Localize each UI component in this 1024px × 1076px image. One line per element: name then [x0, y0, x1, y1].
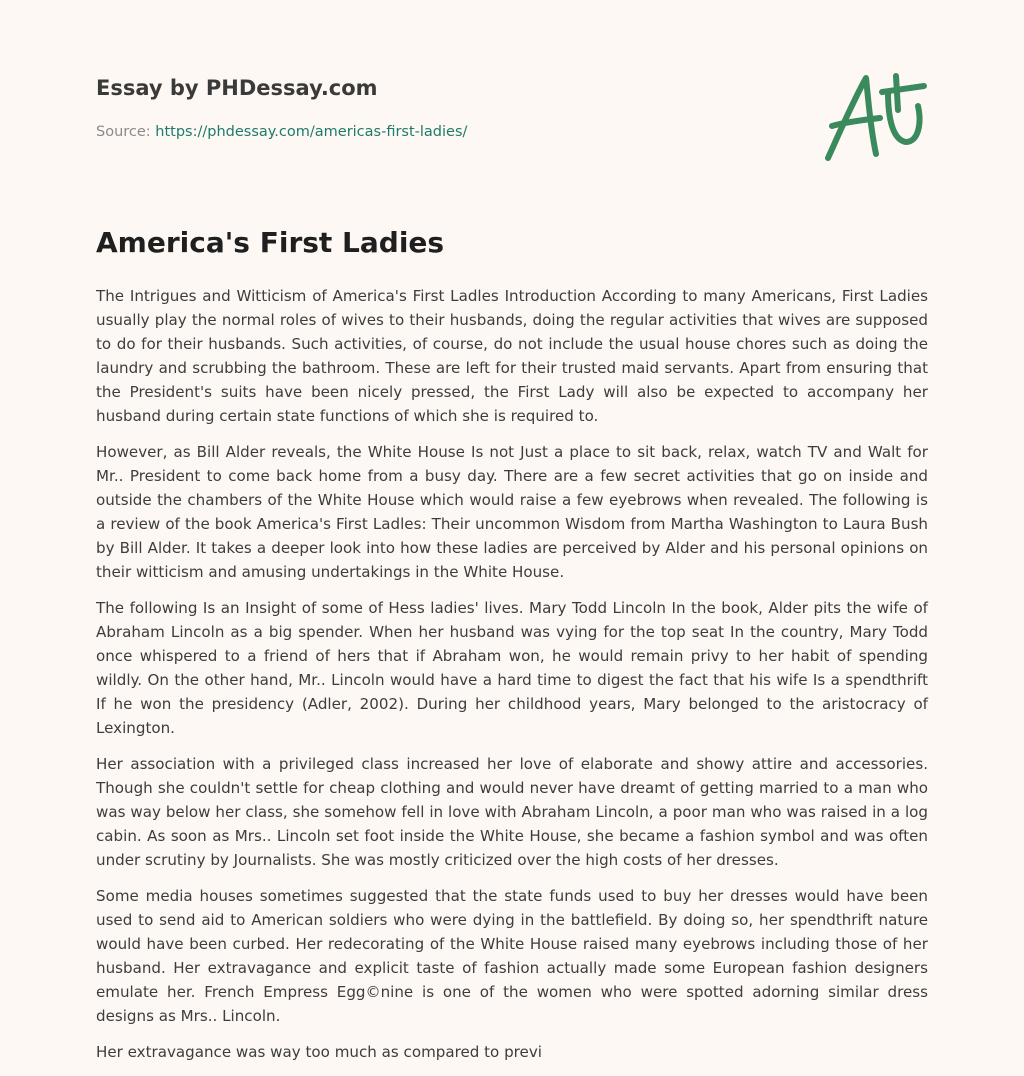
article-body [96, 284, 928, 1076]
article-paragraph: Her association with a privileged class increased her love of elaborate and showy attire and accessories. Though she couldn't settle for cheap clothing and would never have dreamt of getting married to a man who was way below her class, she somehow fell in love with Abraham Lincoln, a poor man who was raised in a log cabin. As soon as Mrs.. Lincoln set foot inside the White House, she became a fashion symbol and was often under scrutiny by Journalists. She was mostly criticized over the high costs of her dresses. [96, 755, 928, 869]
article-title: America's First Ladies [96, 226, 445, 259]
article-paragraph: Some media houses sometimes suggested that the state funds used to buy her dresses would have been used to send aid to American soldiers who were dying in the battlefield. By doing so, her spendthrift nature would have been curbed. Her redecorating of the White House raised many eyebrows including those of her husband. Her extravagance and explicit taste of fashion actually made some European fashion designers emulate her. French Empress Egg©nine is one of the women who were spotted adorning similar dress designs as Mrs.. Lincoln. [96, 887, 928, 1025]
a-plus-grade-icon [818, 66, 930, 166]
source-label: Source: [96, 124, 156, 140]
source-line [96, 124, 467, 140]
article-paragraph: The Intrigues and Witticism of America's First Ladles Introduction According to many Americans, First Ladies usually play the normal roles of wives to their husbands, doing the regular activities that wives are supposed to do for their husbands. Such activities, of course, do not include the usual house chores such as doing the laundry and scrubbing the bathroom. These are left for their trusted maid servants. Apart from ensuring that the President's suits have been nicely pressed, the First Lady will also be expected to accompany her husband during certain state functions of which she is required to. [96, 287, 928, 425]
source-link[interactable]: https://phdessay.com/americas-first-ladies/ [155, 124, 468, 140]
article-paragraph: The following Is an Insight of some of Hess ladies' lives. Mary Todd Lincoln In the book, Alder pits the wife of Abraham Lincoln as a big spender. When her husband was vying for the top seat In the country, Mary Todd once whispered to a friend of hers that if Abraham won, he would remain privy to her habit of spending wildly. On the other hand, Mr.. Lincoln would have a hard time to digest the fact that his wife Is a spendthrift If he won the presidency (Adler, 2002). During her childhood years, Mary belonged to the aristocracy of Lexington. [96, 599, 928, 737]
article-paragraph: Her extravagance was way too much as compared to previ [96, 1043, 542, 1061]
article-paragraph: However, as Bill Alder reveals, the White House Is not Just a place to sit back, relax, watch TV and Walt for Mr.. President to come back home from a busy day. There are a few secret activities that go on inside and outside the chambers of the White House which would raise a few eyebrows when revealed. The following is a review of the book America's First Ladles: Their uncommon Wisdom from Martha Washington to Laura Bush by Bill Alder. It takes a deeper look into how these ladies are perceived by Alder and his personal opinions on their witticism and amusing undertakings in the White House. [96, 443, 928, 581]
site-brand: Essay by PHDessay.com [96, 76, 378, 100]
